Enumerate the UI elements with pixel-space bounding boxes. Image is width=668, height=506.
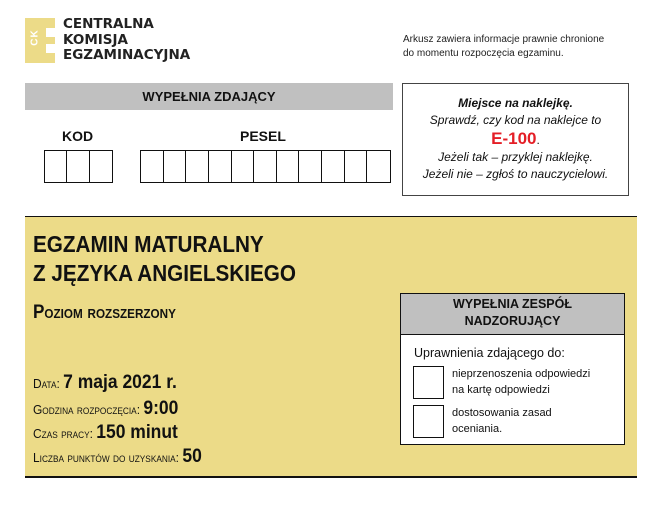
exam-code: E-100 bbox=[491, 129, 537, 148]
time-label: Godzina rozpoczęcia: bbox=[33, 402, 141, 417]
points-value: 50 bbox=[182, 446, 202, 467]
duration-value: 150 minut bbox=[96, 422, 178, 443]
date-label: Data: bbox=[33, 376, 60, 391]
exam-duration bbox=[33, 422, 178, 444]
sticker-area bbox=[402, 83, 629, 196]
pesel-input[interactable] bbox=[140, 150, 391, 183]
org-line: KOMISJA bbox=[63, 31, 128, 48]
exam-points bbox=[33, 446, 202, 468]
proctor-header-line: NADZORUJĄCY bbox=[464, 314, 561, 328]
exam-level: Poziom rozszerzony bbox=[33, 302, 176, 323]
notice-line: Arkusz zawiera informacje prawnie chronione bbox=[403, 34, 605, 45]
cke-logo bbox=[25, 18, 55, 63]
kod-input[interactable] bbox=[44, 150, 113, 183]
org-line: CENTRALNA bbox=[63, 16, 154, 32]
no-transfer-checkbox[interactable] bbox=[413, 366, 444, 399]
option-text: oceniania. bbox=[452, 423, 503, 435]
sticker-yes: Jeżeli tak – przyklej naklejkę. bbox=[438, 150, 593, 164]
exam-title bbox=[33, 230, 296, 288]
title-line: Z JĘZYKA ANGIELSKIEGO bbox=[33, 260, 296, 286]
title-line: EGZAMIN MATURALNY bbox=[33, 231, 264, 257]
organization-name bbox=[63, 17, 190, 64]
proctor-header bbox=[401, 294, 624, 335]
candidate-section-header: WYPEŁNIA ZDAJĄCY bbox=[25, 83, 393, 110]
proctor-section bbox=[400, 293, 625, 445]
points-label: Liczba punktów do uzyskania: bbox=[33, 450, 180, 465]
option-adapted-grading bbox=[413, 405, 624, 438]
sticker-title: Miejsce na naklejkę. bbox=[458, 96, 573, 110]
logo-mark: CK bbox=[29, 29, 41, 46]
code-suffix: . bbox=[536, 133, 540, 147]
legal-notice bbox=[403, 33, 604, 61]
proctor-header-line: WYPEŁNIA ZESPÓŁ bbox=[453, 297, 572, 311]
duration-label: Czas pracy: bbox=[33, 426, 93, 441]
option-text: dostosowania zasad bbox=[452, 407, 552, 419]
org-line: EGZAMINACYJNA bbox=[63, 47, 191, 63]
time-value: 9:00 bbox=[143, 398, 179, 419]
exam-date bbox=[33, 372, 177, 394]
proctor-subtitle: Uprawnienia zdającego do: bbox=[414, 346, 565, 360]
exam-time bbox=[33, 398, 178, 420]
kod-label: KOD bbox=[62, 128, 94, 144]
sticker-no: Jeżeli nie – zgłoś to nauczycielowi. bbox=[422, 167, 609, 181]
option-text: na kartę odpowiedzi bbox=[452, 384, 550, 396]
pesel-label: PESEL bbox=[240, 128, 286, 144]
sticker-instruction: Sprawdź, czy kod na naklejce to bbox=[429, 113, 602, 127]
option-no-transfer bbox=[413, 366, 624, 399]
adapted-grading-checkbox[interactable] bbox=[413, 405, 444, 438]
option-text: nieprzenoszenia odpowiedzi bbox=[452, 368, 591, 380]
notice-line: do momentu rozpoczęcia egzaminu. bbox=[403, 48, 564, 59]
date-value: 7 maja 2021 r. bbox=[63, 372, 177, 393]
